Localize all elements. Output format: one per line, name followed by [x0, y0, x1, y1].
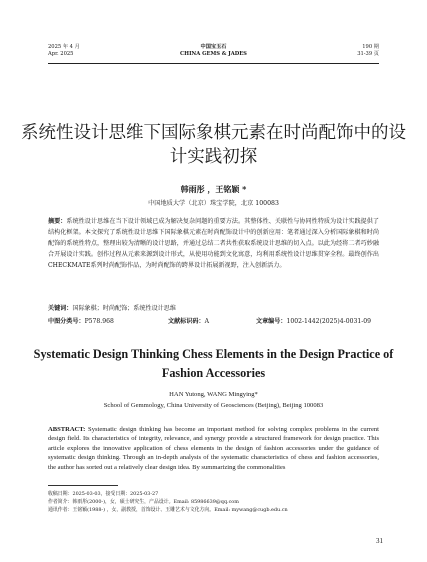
document-code-value: A [204, 318, 209, 325]
chinese-title: 系统性设计思维下国际象棋元素在时尚配饰中的设计实践初探 [21, 123, 406, 167]
chinese-affiliation: 中国地质大学（北京）珠宝学院，北京 100083 [148, 200, 279, 207]
chinese-authors: 韩雨彤 ，王铭颖 * [180, 184, 247, 194]
clc-number [48, 316, 114, 325]
english-abstract [48, 425, 379, 473]
english-abstract-text: Systematic design thinking has become an important method for solving complex problems in the current design field. Its characteristics of integrity, relevance, and synergy provide a structured framework for design practice. This article explores the innovative application of chess elements in the design of fashion accessories under the guidance of systematic design thinking. Through an in-depth analysis of the systematic characteristics of chess and fashion accessories, the author has sorted out a relatively clear design idea. By summarizing the commonalities [48, 426, 379, 471]
received-date: 收稿日期：2025-03-03，接受日期：2025-03-27 [48, 491, 159, 497]
keywords-text: 国际象棋；时尚配饰；系统性设计思维 [72, 305, 176, 312]
article-number [256, 316, 371, 325]
clc-value: P578.968 [84, 318, 114, 325]
english-affiliation: School of Gemmology, China University of Geosciences (Beijing), Beijing 100083 [103, 402, 324, 409]
chinese-keywords [48, 303, 379, 312]
header-volume [357, 44, 379, 58]
keywords-label: 关键词： [48, 305, 73, 312]
chinese-abstract [48, 217, 379, 272]
journal-name-cn: 中国宝玉石 [200, 44, 227, 50]
journal-name-en: CHINA GEMS & JADES [180, 51, 247, 57]
classification-line [48, 316, 379, 324]
page-number: 31 [376, 537, 383, 545]
document-code [168, 316, 209, 325]
english-abstract-label: ABSTRACT: [48, 426, 86, 433]
clc-label: 中图分类号： [48, 318, 85, 325]
issue-date-en: Apr. 2025 [48, 51, 74, 57]
document-code-label: 文献标识码： [168, 318, 205, 325]
article-number-value: 1002-1442(2025)4-0031-09 [286, 318, 372, 325]
header-journal [48, 44, 379, 58]
header-rule [48, 63, 379, 64]
issue-date-cn: 2025 年 4 月 [48, 44, 80, 50]
running-header [48, 44, 379, 64]
footnotes [48, 490, 379, 514]
chinese-abstract-label: 摘要： [48, 218, 67, 225]
author-intro: 作者简介：韩雨彤(2000-)，女，硕士研究生，产品设计。Email: 85986639@qq.com [48, 499, 239, 505]
page-range: 31-39 页 [357, 51, 379, 57]
corresponding-author: 通讯作者：王铭颖(1988-) ，女，副教授，首饰设计、玉雕艺术与文化方向。Email: mywang@cugb.edu.cn [48, 507, 288, 513]
chinese-abstract-text: 系统性设计思维在当下设计领域已成为解决复杂问题的重要方法。其整体性、关联性与协同性特质为设计实践提供了结构化框架。本文探究了系统性设计思维下国际象棋元素在时尚配饰设计中的创新应用：笔者通过深入分析国际象棋和时尚配饰的系统性特点，整理出较为清晰的设计思路，并通过总结二者共性获取系统设计思维的切入点。以此为经将二者巧妙融合开展设计实践。创作过程从元素来源到设计形式，从使用功能到文化寓意，均利用系统性设计思维贯穿全程。最终创作出CHECKMATE系列时尚配饰作品，为时尚配饰的跨界设计拓展新视野，注入创新活力。 [48, 218, 380, 269]
volume-number: 190 期 [362, 44, 379, 50]
article-number-label: 文章编号： [256, 318, 287, 325]
english-authors: HAN Yutong, WANG Mingying* [169, 391, 258, 398]
english-title: Systematic Design Thinking Chess Elements in the Design Practice of Fashion Accessories [33, 347, 394, 380]
footnote-rule [48, 485, 118, 486]
